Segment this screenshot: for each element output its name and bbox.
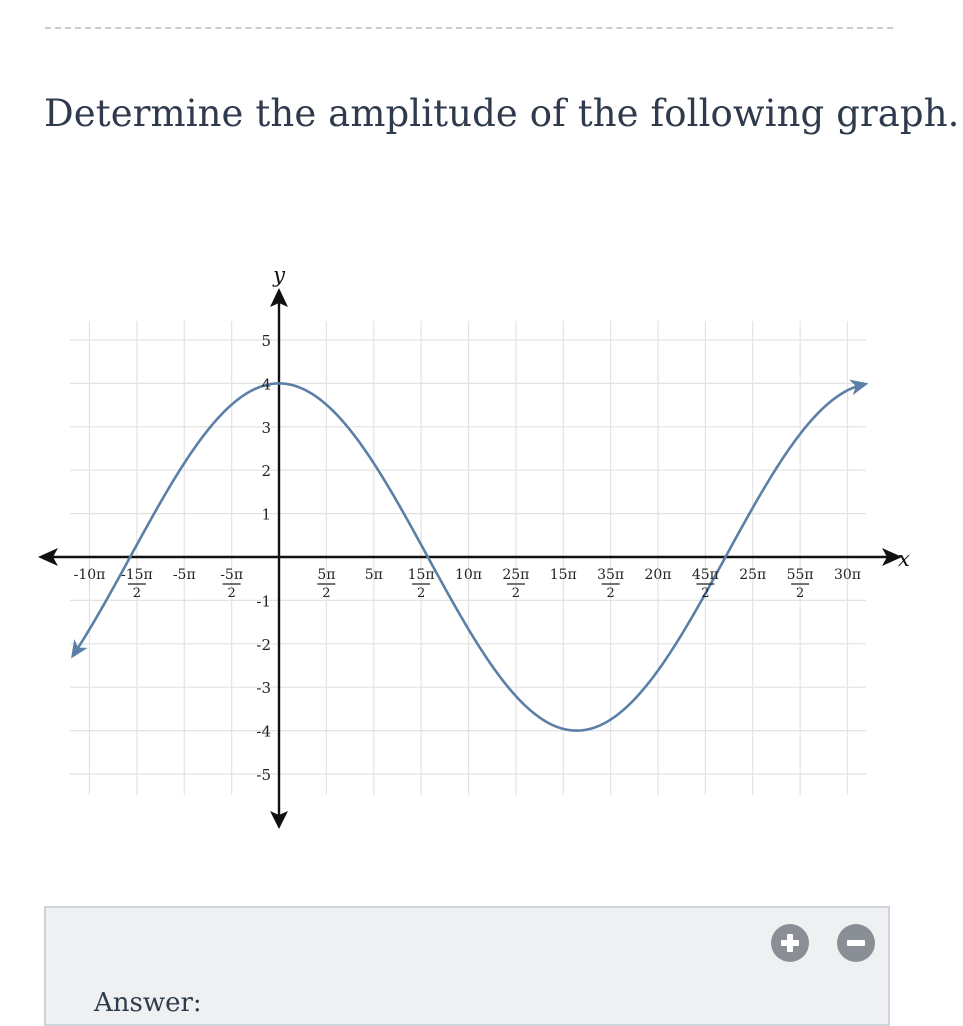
tick-labels xyxy=(74,263,910,784)
x-tick-label: 30π xyxy=(833,567,862,583)
x-tick-label: 35π xyxy=(597,567,625,583)
x-tick-label: -10π xyxy=(73,567,106,583)
axes xyxy=(38,288,902,829)
minus-circle-icon[interactable] xyxy=(837,924,875,962)
y-tick-label: -2 xyxy=(256,635,271,654)
x-tick-denominator: 2 xyxy=(701,586,710,601)
y-tick-label: 1 xyxy=(261,505,271,524)
x-tick-denominator: 2 xyxy=(606,586,615,601)
section-divider xyxy=(45,27,893,29)
x-tick-label: 25π xyxy=(502,567,530,583)
x-tick-denominator: 2 xyxy=(416,586,426,601)
y-tick-label: -3 xyxy=(256,679,271,698)
x-tick-label: -15π xyxy=(121,567,153,583)
x-tick-denominator: 2 xyxy=(511,586,521,601)
answer-label: Answer: xyxy=(94,988,202,1018)
curve-group xyxy=(71,380,868,731)
y-axis-label: y xyxy=(273,263,285,287)
x-tick-label: 25π xyxy=(739,567,767,583)
x-tick-label: 10π xyxy=(454,567,483,583)
y-tick-label: -1 xyxy=(256,592,271,611)
x-tick-label: 15π xyxy=(549,567,577,583)
y-tick-label: 4 xyxy=(261,375,271,394)
x-tick-denominator: 2 xyxy=(227,586,236,601)
x-tick-label: -5π xyxy=(220,567,244,583)
y-tick-label: 2 xyxy=(261,462,271,481)
y-tick-label: -4 xyxy=(256,722,271,741)
y-tick-label: 3 xyxy=(261,418,271,437)
plus-circle-icon[interactable] xyxy=(771,924,809,962)
x-tick-denominator: 2 xyxy=(322,586,331,601)
x-tick-denominator: 2 xyxy=(795,586,805,601)
x-tick-label: 5π xyxy=(364,567,383,583)
x-tick-label: 20π xyxy=(644,567,672,583)
cosine-graph xyxy=(0,255,963,845)
y-tick-label: 5 xyxy=(261,332,271,350)
x-axis-label: x xyxy=(898,547,910,571)
y-tick-label: -5 xyxy=(256,766,271,784)
x-tick-label: -5π xyxy=(172,567,196,583)
x-tick-denominator: 2 xyxy=(132,586,142,601)
answer-panel xyxy=(44,906,890,1026)
question-text: Determine the amplitude of the following graph. xyxy=(44,92,960,135)
curve-arrow-left xyxy=(71,639,88,658)
x-tick-label: 55π xyxy=(786,567,814,583)
x-tick-label: 5π xyxy=(317,567,336,583)
x-tick-label: 45π xyxy=(691,567,719,583)
x-tick-label: 15π xyxy=(407,567,435,583)
